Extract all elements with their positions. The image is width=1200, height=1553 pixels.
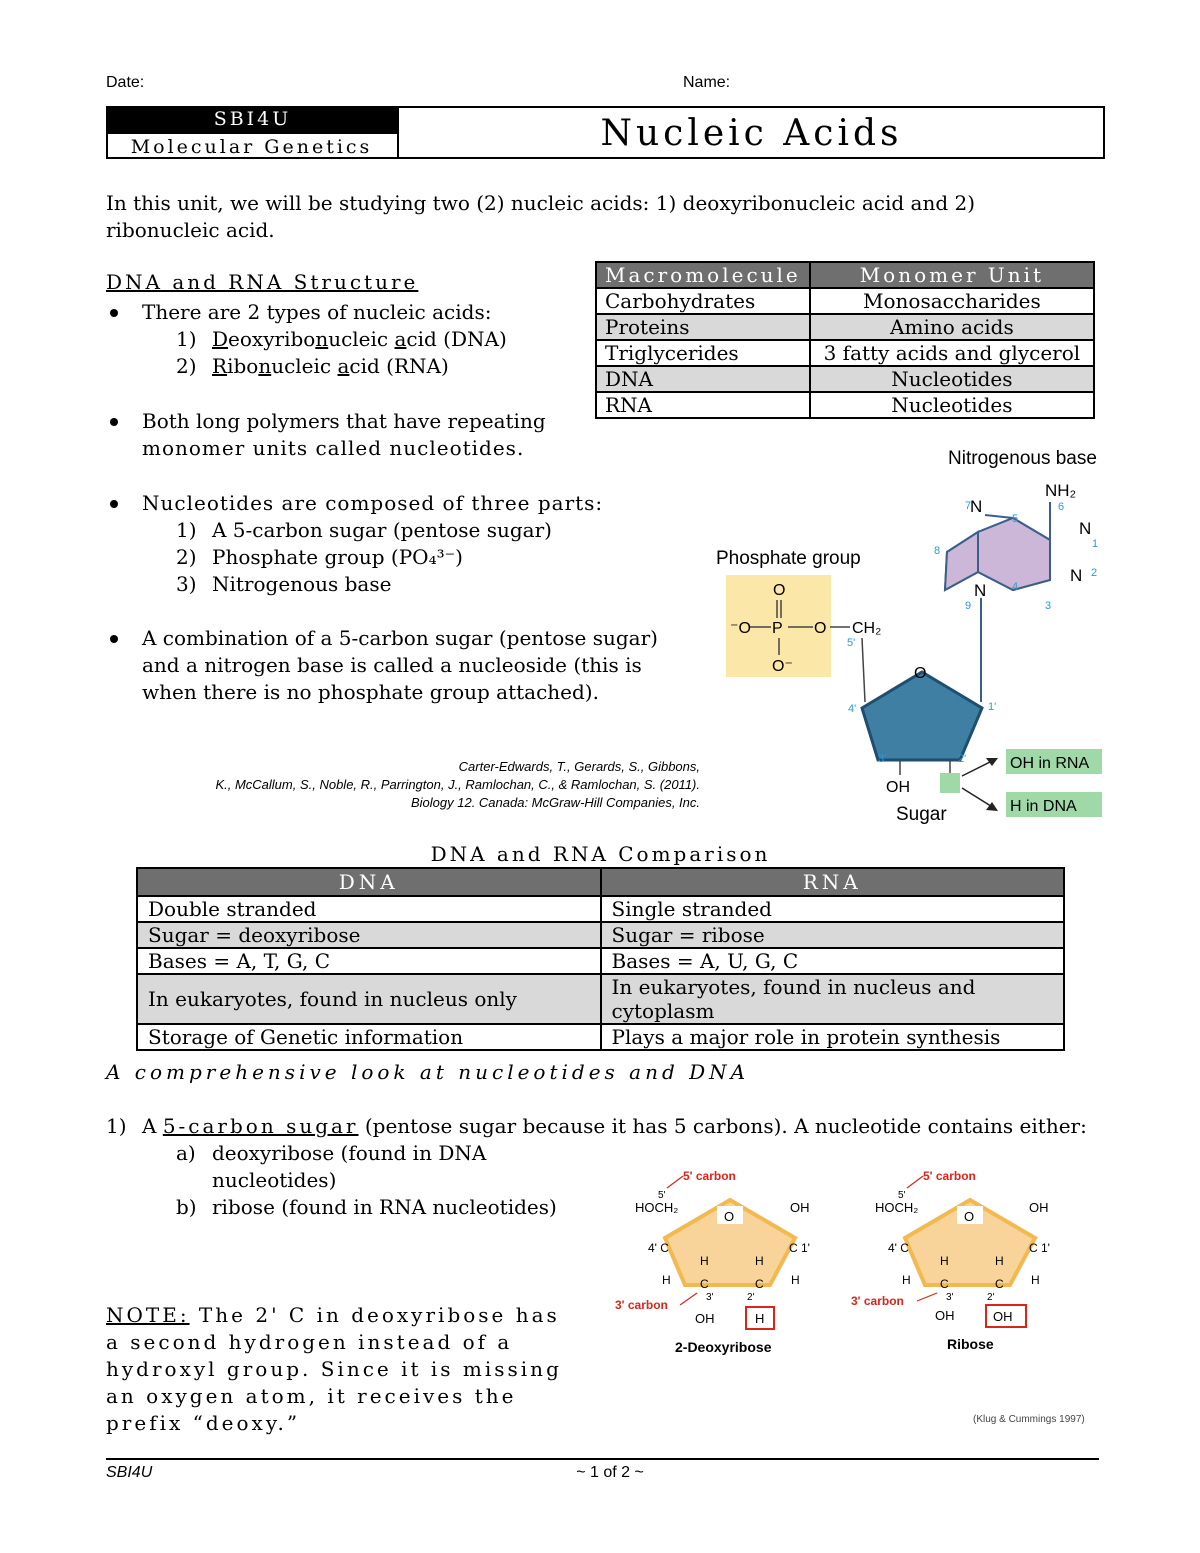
deoxyribose-structure [615,1169,810,1355]
intro-paragraph: In this unit, we will be studying two (2) nucleic acids: 1) deoxyribonucleic acid and 2) ribonucleic acid. [106,191,976,242]
macromolecule-table [595,261,1095,419]
ribose-structure [851,1169,1050,1352]
table-header: Macromolecule [596,262,810,288]
c1-label: C 1' [1029,1241,1050,1255]
underline-letter: R [212,354,228,378]
carbon-number: 3' [946,1292,954,1303]
nucleotide-diagram [700,440,1120,830]
section-heading: A comprehensive look at nucleotides and DNA [106,1060,750,1084]
note-label: NOTE: [106,1303,190,1327]
list-number: 1) [176,327,197,351]
table-header: DNA [137,868,601,896]
list-letter: b) [176,1195,197,1219]
key-term: 5-carbon sugar [162,1114,359,1138]
figure-credit: (Klug & Cummings 1997) [973,1414,1085,1425]
list-item: Nitrogenous base [212,572,392,596]
word-part: cid (RNA) [349,354,449,378]
ring-number: 8 [934,545,941,557]
page-title: Nucleic Acids [600,113,903,154]
table-row [596,366,1094,392]
list-item [212,326,507,353]
carbon-number: 3' [706,1292,714,1303]
comparison-caption: DNA and RNA Comparison [430,842,771,866]
sugar-number: 1' [988,701,997,713]
bullet-icon [110,418,118,426]
bond [862,638,865,702]
name-label: Name: [683,74,731,91]
bullet-icon [110,500,118,508]
oh-label: OH [1029,1200,1049,1215]
table-cell: Triglycerides [596,340,810,366]
table-cell: Nucleotides [810,392,1094,418]
table-row [137,974,1064,1024]
table-cell: Bases = A, U, G, C [601,948,1065,974]
c4-label: 4' C [648,1241,669,1255]
arrow [962,788,994,808]
pointer-line [917,1293,937,1301]
citation-line: Biology 12. Canada: McGraw-Hill Companies, Inc. [410,795,700,810]
h-atom: H [662,1273,671,1287]
bullet-icon [110,635,118,643]
o-atom: O [724,1209,735,1224]
h-atom: H [700,1254,709,1268]
list-number: 2) [176,545,197,569]
table-cell: Double stranded [137,896,601,922]
table-cell: Storage of Genetic information [137,1024,601,1050]
h-atom: H [755,1254,764,1268]
hoch2-label: HOCH₂ [635,1200,679,1215]
sugar-number: 4' [848,703,857,715]
c-atom: C [755,1277,764,1291]
list-item: nucleotides) [212,1168,337,1192]
bullet-text: A combination of a 5-carbon sugar (pentose sugar) [142,626,658,650]
n-atom: N [1070,566,1083,585]
o-atom: O [964,1209,975,1224]
table-cell: Plays a major role in protein synthesis [601,1024,1065,1050]
nitrogenous-base-label: Nitrogenous base [948,448,1097,469]
arrow [962,760,994,776]
base-fill [945,518,1050,590]
list-item: A 5-carbon sugar (pentose sugar) [212,518,552,542]
arrowhead [986,758,998,766]
pointer-line [680,1293,697,1305]
bullet-text: monomer units called nucleotides. [142,436,525,460]
list-letter: a) [176,1141,196,1165]
ch2-label: CH₂ [852,620,882,637]
h-atom: H [995,1254,1004,1268]
carbon-number: 5' [658,1190,666,1201]
sugar-number: 5' [847,637,856,649]
oh-label: OH [935,1308,955,1323]
hoch2-label: HOCH₂ [875,1200,919,1215]
table-cell: 3 fatty acids and glycerol [810,340,1094,366]
word-part: ucleic [328,327,395,351]
list-number: 1) [176,518,197,542]
o-minus: ⁻O [730,620,751,637]
page-number: ~ 1 of 2 ~ [576,1464,644,1481]
bullet-text: and a nitrogen base is called a nucleoside (this is [142,653,642,677]
word-part: ucleic [271,354,338,378]
table-row [137,922,1064,948]
three-carbon-label: 3' carbon [615,1298,668,1312]
footer-divider [106,1458,1099,1460]
ring-number: 5 [1012,513,1019,525]
o-atom: O [773,582,786,599]
word-part: cid (DNA) [406,327,507,351]
pointer-line [907,1176,923,1188]
bullet-text: There are 2 types of nucleic acids: [142,300,492,324]
c4-label: 4' C [888,1241,909,1255]
citation [215,758,700,812]
h-atom: H [1031,1273,1040,1287]
table-header: RNA [601,868,1065,896]
oh-label: OH [695,1311,715,1326]
h-atom: H [755,1311,765,1326]
section-heading: DNA and RNA Structure [106,270,419,294]
unit-name: Molecular Genetics [106,134,399,159]
carbon-number: 2' [747,1292,755,1303]
course-code: SBI4U [106,106,399,132]
oh-rna-label: OH in RNA [1010,755,1090,772]
underline-letter: a [337,354,350,378]
table-cell: DNA [596,366,810,392]
sugar-label: Sugar [896,804,947,825]
table-cell: Sugar = deoxyribose [137,922,601,948]
underline-letter: n [258,354,272,378]
table-row [137,948,1064,974]
note-paragraph [106,1302,576,1437]
table-cell: In eukaryotes, found in nucleus and cytoplasm [601,974,1065,1024]
table-cell: Single stranded [601,896,1065,922]
o-minus: O⁻ [772,658,793,675]
o-atom: O [814,620,827,637]
ring-number: 6 [1058,501,1065,513]
bullet-text: when there is no phosphate group attached). [142,680,599,704]
sugar-structures-diagram [605,1160,1105,1430]
underline-letter: D [212,327,229,351]
list-item: Phosphate group (PO₄³⁻) [212,545,463,569]
list-number: 1) [106,1114,127,1138]
note-text: The 2' C in deoxyribose has a second hydrogen instead of a hydroxyl group. Since it is missing an oxygen atom, it receives the prefix “deoxy.” [106,1303,562,1435]
list-item: ribose (found in RNA nucleotides) [212,1195,557,1219]
ring-number: 1 [1092,538,1099,550]
bullet-text: Both long polymers that have repeating [142,409,546,433]
table-cell: Sugar = ribose [601,922,1065,948]
list-item [142,1114,1087,1138]
table-row [596,314,1094,340]
comparison-table [136,867,1065,1051]
ring-bond [985,515,1013,518]
table-header: Monomer Unit [810,262,1094,288]
table-row [137,1024,1064,1050]
sugar-number: 3' [878,753,887,765]
p-atom: P [772,620,783,637]
ring-number: 2 [1091,567,1098,579]
table-cell: Monosaccharides [810,288,1094,314]
text-part: (pentose sugar because it has 5 carbons). A nucleotide contains either: [358,1114,1087,1138]
three-carbon-label: 3' carbon [851,1294,904,1308]
pointer-line [667,1176,683,1188]
table-row [596,288,1094,314]
oh-label: OH [886,779,910,796]
oh-label: OH [993,1309,1013,1324]
table-cell: Proteins [596,314,810,340]
table-cell: Nucleotides [810,366,1094,392]
ribose-label: Ribose [947,1336,994,1352]
text-part: A [142,1114,163,1138]
citation-line: Carter-Edwards, T., Gerards, S., Gibbons, [458,759,700,774]
list-number: 2) [176,354,197,378]
sugar-ring [862,672,982,760]
word-part: eoxyribo [228,327,316,351]
list-number: 3) [176,572,197,596]
underline-letter: a [394,327,407,351]
carbon-number: 2' [987,1292,995,1303]
table-cell: In eukaryotes, found in nucleus only [137,974,601,1024]
table-row [596,340,1094,366]
bullet-text: Nucleotides are composed of three parts: [142,491,604,515]
ring-number: 9 [965,600,972,612]
n-atom: N [1079,519,1092,538]
oh-label: OH [790,1200,810,1215]
ring-number: 4 [1012,581,1019,593]
nh2-label: NH₂ [1045,481,1077,500]
list-item [212,353,449,380]
h-atom: H [940,1254,949,1268]
list-item: deoxyribose (found in DNA [212,1141,487,1165]
phosphate-group-label: Phosphate group [716,548,861,569]
deoxyribose-label: 2-Deoxyribose [675,1339,772,1355]
variable-group-box [940,773,960,793]
footer-course: SBI4U [106,1464,153,1481]
five-carbon-label: 5' carbon [923,1169,976,1183]
c-atom: C [995,1277,1004,1291]
c-atom: C [700,1277,709,1291]
c-atom: C [940,1277,949,1291]
table-row [596,392,1094,418]
five-carbon-label: 5' carbon [683,1169,736,1183]
n-atom: N [974,581,987,600]
sugar-number: 2' [958,753,967,765]
table-cell: Carbohydrates [596,288,810,314]
table-row [137,896,1064,922]
table-cell: RNA [596,392,810,418]
date-label: Date: [106,74,145,91]
underline-letter: n [315,327,329,351]
table-cell: Amino acids [810,314,1094,340]
ring-number: 7 [965,500,972,512]
h-dna-label: H in DNA [1010,798,1077,815]
h-atom: H [791,1273,800,1287]
ring-number: 3 [1045,600,1052,612]
carbon-number: 5' [898,1190,906,1201]
n-atom: N [970,497,983,516]
c1-label: C 1' [789,1241,810,1255]
h-atom: H [902,1273,911,1287]
word-part: ibo [227,354,259,378]
citation-line: K., McCallum, S., Noble, R., Parrington, J., Ramlochan, C., & Ramlochan, S. (2011). [215,777,700,792]
o-atom: O [914,665,927,682]
table-cell: Bases = A, T, G, C [137,948,601,974]
bullet-icon [110,309,118,317]
